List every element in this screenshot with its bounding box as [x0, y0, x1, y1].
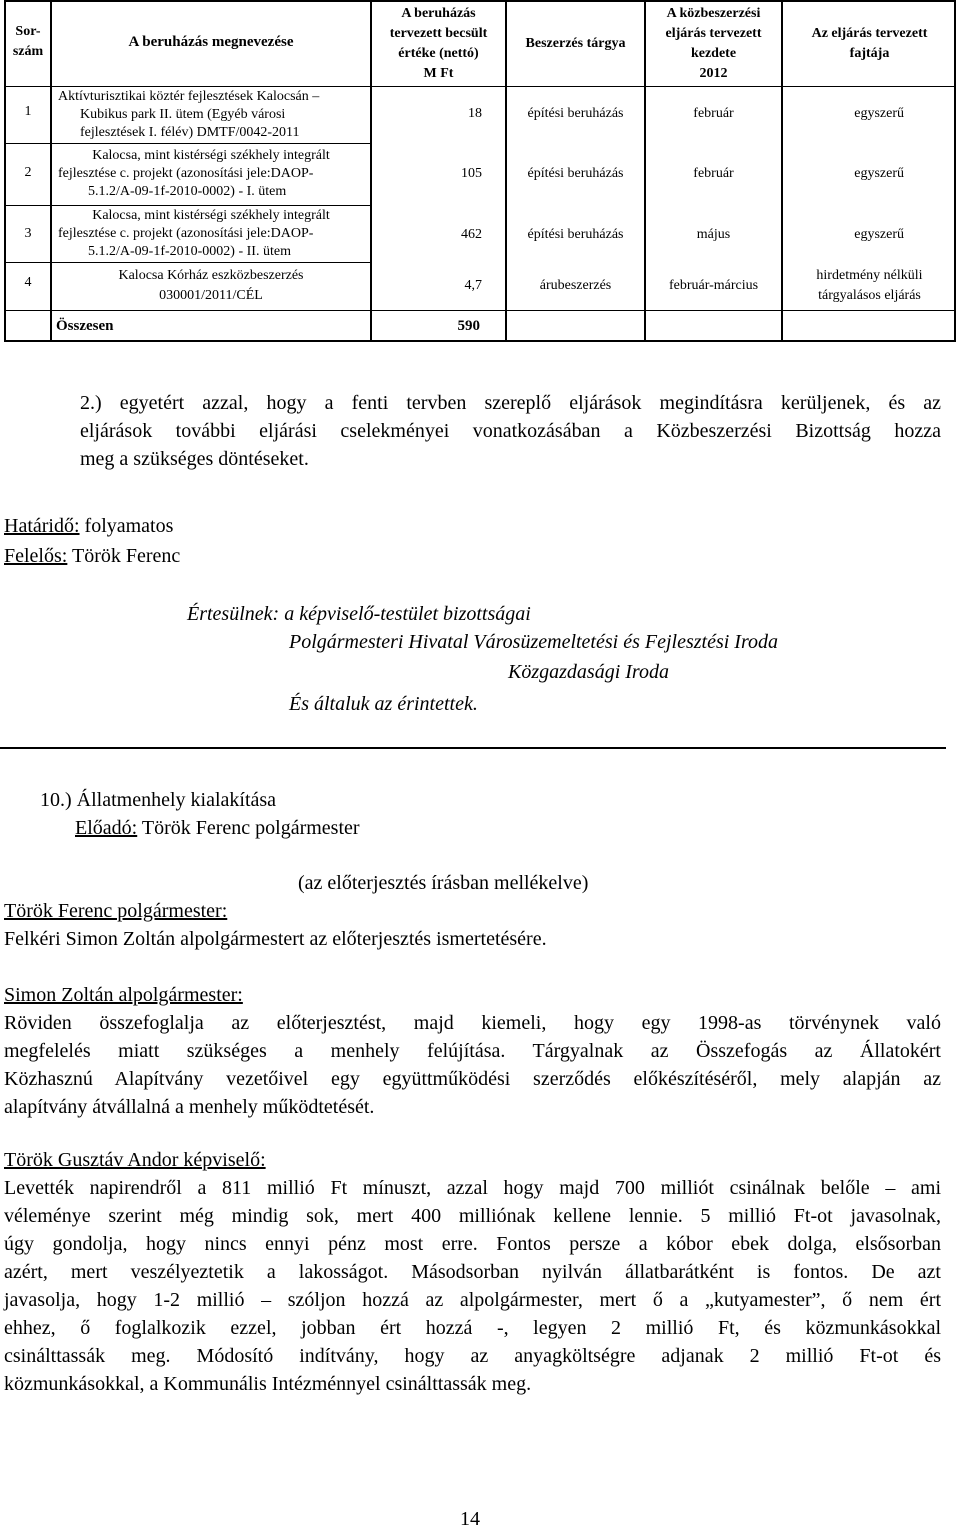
separator-line [0, 747, 946, 749]
row-divider [4, 262, 370, 263]
row-value: 4,7 [464, 278, 482, 293]
responsible-value: Török Ferenc [71, 545, 181, 567]
row-name-line: 030001/2011/CÉL [159, 288, 263, 303]
deadline-value: folyamatos [84, 515, 174, 537]
row-divider [4, 205, 370, 206]
speaker-line: véleménye szerint még mindig sok, mert 400 milliónak kellene lennie. 5 millió Ft-ot javasolnak, [4, 1205, 941, 1227]
speaker-line: közmunkásokkal, a Kommunális Intézménnyel csinálttassák meg. [4, 1373, 532, 1395]
header-value [372, 4, 505, 84]
speaker-label: Török Gusztáv Andor képviselő: [4, 1149, 266, 1171]
attached-note: (az előterjesztés írásban mellékelve) [298, 872, 589, 894]
row-kind [783, 266, 956, 306]
speaker-line: úgy gondolja, hogy nincs ennyi pénz most erre. Fontos persze a kóbor ebek dolga, elsősorban [4, 1233, 941, 1255]
total-label: Összesen [56, 318, 114, 334]
row-value: 105 [461, 166, 482, 181]
deadline [4, 512, 173, 540]
row-kind-line: egyszerű [854, 227, 904, 242]
row-num: 3 [24, 226, 32, 241]
header-num-line: szám [12, 44, 44, 59]
row-subject: építési beruházás [527, 106, 624, 121]
row-kind-line: hirdetmény nélküli [816, 268, 923, 283]
header-value-line: M Ft [423, 66, 454, 81]
speaker-text [4, 1174, 941, 1398]
row-divider [4, 310, 956, 311]
header-value-line: tervezett becsült [389, 26, 488, 41]
speaker-line: csinálttassák meg. Módosító indítvány, hogy az anyagköltségre adjanak 2 millió Ft-ot és [4, 1345, 941, 1367]
header-value-line: A beruházás [401, 6, 476, 21]
page-number: 14 [460, 1508, 480, 1530]
speaker-line: javasolja, hogy 1-2 millió – szóljon hozzá az alpolgármester, mert ő a „kutyamester”, ő nem ért [4, 1289, 941, 1311]
row-kind-line: egyszerű [854, 166, 904, 181]
presenter [75, 814, 360, 842]
row-name-line: Kalocsa, mint kistérségi székhely integrált [92, 148, 330, 163]
row-kind-line: tárgyalásos eljárás [818, 288, 921, 303]
header-start [646, 4, 781, 84]
row-start: május [696, 227, 731, 242]
resolution-line: meg a szükséges döntéseket. [80, 448, 309, 470]
speaker-line: Röviden összefoglalja az előterjesztést, majd kiemeli, hogy egy 1998-as törvénynek való [4, 1012, 941, 1034]
row-kind [783, 166, 956, 182]
row-num: 4 [24, 275, 32, 290]
responsible-label: Felelős: [4, 545, 68, 567]
header-start-line: eljárás tervezett [665, 26, 762, 41]
resolution-text [4, 389, 941, 473]
row-name-line: Kalocsa, mint kistérségi székhely integrált [92, 208, 330, 223]
header-start-line: kezdete [690, 46, 737, 61]
header-start-line: 2012 [699, 66, 728, 81]
row-start: február [693, 166, 734, 181]
speaker-line: Közhasznú Alapítvány vezetőivel egy együttműködési szerződés előkészítéséről, mely alapján az [4, 1068, 941, 1090]
row-divider [4, 143, 370, 144]
row-name-line: Aktívturisztikai köztér fejlesztések Kalocsán – [58, 89, 320, 104]
row-name-line: Kubikus park II. ütem (Egyéb városi [80, 107, 286, 122]
header-num [6, 22, 50, 62]
row-name-line: Kalocsa Kórház eszközbeszerzés [118, 268, 304, 283]
speaker-text [4, 1009, 941, 1121]
notify-line: Polgármesteri Hivatal Városüzemeltetési és Fejlesztési Iroda [289, 631, 778, 653]
row-name-line: 5.1.2/A-09-1f-2010-0002) - II. ütem [88, 244, 291, 259]
row-divider [4, 86, 956, 87]
responsible [4, 542, 180, 570]
header-kind-line: Az eljárás tervezett [811, 26, 928, 41]
presenter-value: Török Ferenc polgármester [141, 817, 360, 839]
row-name [52, 207, 370, 261]
row-start: február-március [668, 278, 759, 293]
presenter-label: Előadó: [75, 817, 138, 839]
item-title: 10.) Állatmenhely kialakítása [40, 789, 277, 811]
row-num: 2 [24, 165, 32, 180]
row-subject: árubeszerzés [539, 278, 612, 293]
row-value: 18 [468, 106, 482, 121]
speaker-label: Török Ferenc polgármester: [4, 900, 228, 922]
row-value: 462 [461, 227, 482, 242]
header-kind-line: fajtája [849, 46, 890, 61]
deadline-label: Határidő: [4, 515, 80, 537]
speaker-line: azért, mert veszélyeztetik a lakosságot. Másodsorban nyilván állatbarátként is fontos. De azt [4, 1261, 941, 1283]
row-num: 1 [24, 104, 32, 119]
notify-line: Közgazdasági Iroda [508, 661, 669, 683]
speaker-label: Simon Zoltán alpolgármester: [4, 984, 243, 1006]
header-kind [783, 24, 956, 64]
row-name-line: fejlesztések I. félév) DMTF/0042-2011 [80, 125, 300, 140]
header-num-line: Sor- [15, 24, 41, 39]
speaker-line: megfelelés miatt szükséges a menhely felújítása. Tárgyalnak az Összefogás az Állatokért [4, 1040, 941, 1062]
row-name [52, 88, 370, 142]
speaker-line: alapítvány átvállalná a menhely működtetését. [4, 1096, 375, 1118]
row-subject: építési beruházás [527, 166, 624, 181]
header-start-line: A közbeszerzési [666, 6, 761, 21]
header-name: A beruházás megnevezése [128, 34, 294, 50]
speaker-line: ehhez, ő foglalkozik ezzel, jobban ért hozzá -, legyen 2 millió Ft, és közmunkásokkal [4, 1317, 941, 1339]
row-subject: építési beruházás [527, 227, 624, 242]
row-start: február [693, 106, 734, 121]
row-name-line: 5.1.2/A-09-1f-2010-0002) - I. ütem [88, 184, 287, 199]
row-kind [783, 227, 956, 243]
row-kind-line: egyszerű [854, 106, 904, 121]
total-value: 590 [457, 318, 480, 334]
notify-line: Értesülnek: a képviselő-testület bizottságai [187, 603, 531, 625]
header-value-line: értéke (nettó) [398, 46, 479, 61]
row-kind [783, 106, 956, 122]
speaker-text: Felkéri Simon Zoltán alpolgármestert az előterjesztés ismertetésére. [4, 928, 547, 950]
row-name [52, 147, 370, 201]
speaker-line: Levették napirendről a 811 millió Ft mínuszt, azzal hogy majd 700 milliót csinálnak belőle – ami [4, 1177, 941, 1199]
resolution-line: 2.) egyetért azzal, hogy a fenti tervben szereplő eljárások megindításra kerüljenek, és az [80, 392, 941, 414]
header-subject: Beszerzés tárgya [525, 36, 626, 51]
row-name-line: fejlesztése c. projekt (azonosítási jele:DAOP- [58, 226, 314, 241]
row-name-line: fejlesztése c. projekt (azonosítási jele:DAOP- [58, 166, 314, 181]
notify-line: És általuk az érintettek. [289, 693, 478, 715]
row-name [52, 266, 370, 306]
resolution-line: eljárások további eljárási cselekményei vonatkozásában a Közbeszerzési Bizottság hozza [80, 420, 941, 442]
